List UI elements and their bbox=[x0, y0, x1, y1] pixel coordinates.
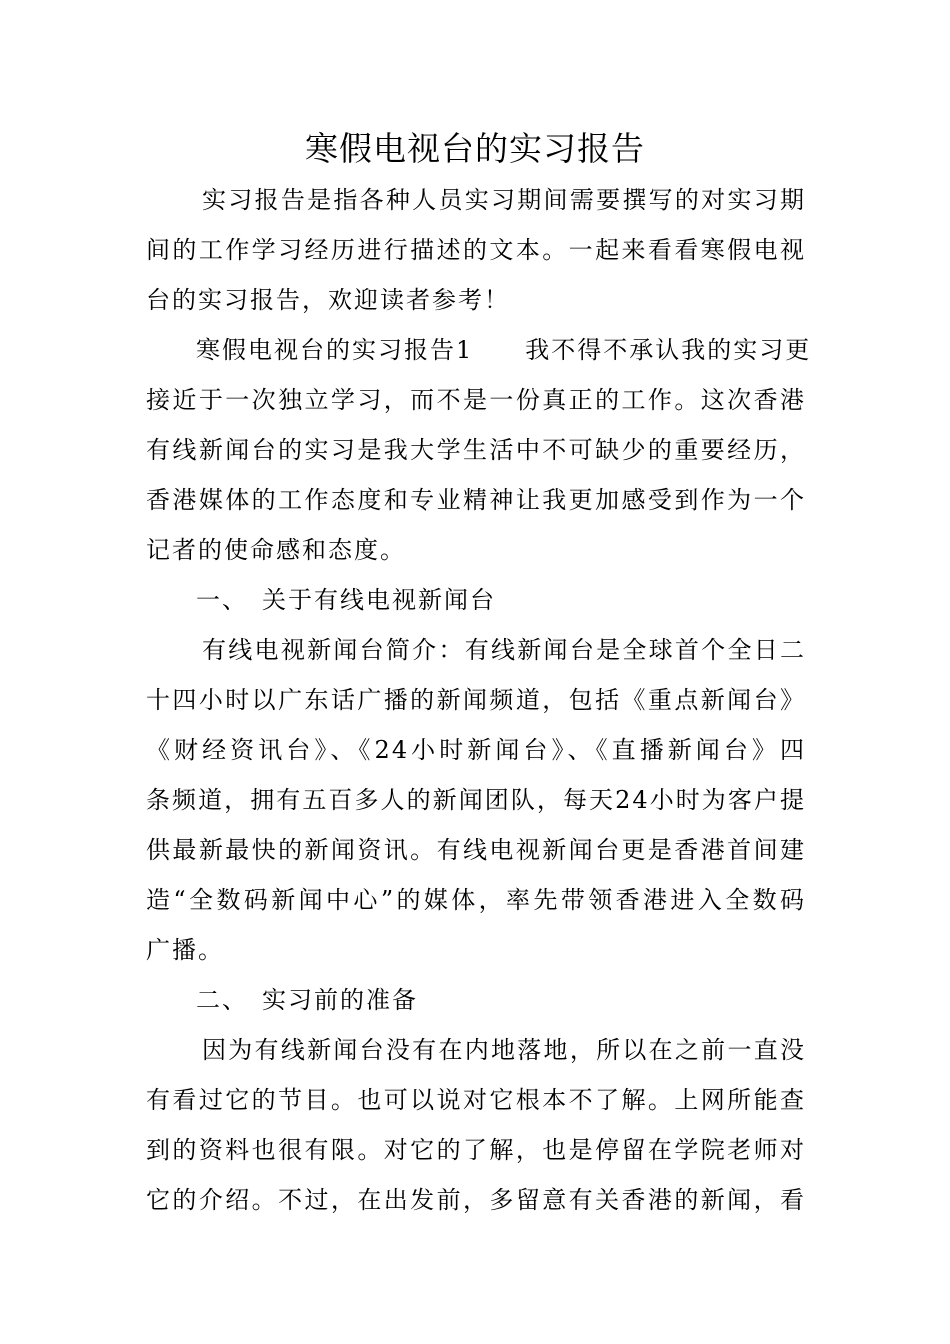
paragraph-line: 它的介绍。不过，在出发前，多留意有关香港的新闻，看 bbox=[146, 1186, 806, 1214]
paragraph-line: 寒假电视台的实习报告1 我不得不承认我的实习更 bbox=[196, 336, 812, 364]
paragraph-line: 到的资料也很有限。对它的了解，也是停留在学院老师对 bbox=[146, 1136, 806, 1164]
paragraph-line: 实习报告是指各种人员实习期间需要撰写的对实习期 bbox=[202, 186, 806, 214]
paragraph-line: 记者的使命感和态度。 bbox=[146, 536, 406, 564]
paragraph-line: 有线电视新闻台简介：有线新闻台是全球首个全日二 bbox=[202, 636, 806, 664]
section-heading: 二、 实习前的准备 bbox=[196, 986, 418, 1014]
paragraph-line: 有线新闻台的实习是我大学生活中不可缺少的重要经历， bbox=[146, 436, 806, 464]
paragraph-line: 有看过它的节目。也可以说对它根本不了解。上网所能查 bbox=[146, 1086, 806, 1114]
paragraph-line: 台的实习报告，欢迎读者参考！ bbox=[146, 286, 510, 314]
paragraph-line: 供最新最快的新闻资讯。有线电视新闻台更是香港首间建 bbox=[146, 836, 806, 864]
paragraph-line: 因为有线新闻台没有在内地落地，所以在之前一直没 bbox=[202, 1036, 806, 1064]
paragraph-line: 接近于一次独立学习，而不是一份真正的工作。这次香港 bbox=[146, 386, 806, 414]
paragraph-line: 条频道，拥有五百多人的新闻团队，每天24小时为客户提 bbox=[146, 786, 806, 814]
paragraph-line: 广播。 bbox=[146, 936, 224, 964]
section-heading: 一、 关于有线电视新闻台 bbox=[196, 586, 496, 614]
paragraph-line: 造“全数码新闻中心”的媒体，率先带领香港进入全数码 bbox=[146, 886, 806, 914]
paragraph-line: 香港媒体的工作态度和专业精神让我更加感受到作为一个 bbox=[146, 486, 806, 514]
paragraph-line: 《财经资讯台》、《24小时新闻台》、《直播新闻台》四 bbox=[146, 736, 806, 764]
paragraph-line: 间的工作学习经历进行描述的文本。一起来看看寒假电视 bbox=[146, 236, 806, 264]
paragraph-line: 十四小时以广东话广播的新闻频道，包括《重点新闻台》 bbox=[146, 686, 806, 714]
document-title: 寒假电视台的实习报告 bbox=[305, 129, 645, 168]
